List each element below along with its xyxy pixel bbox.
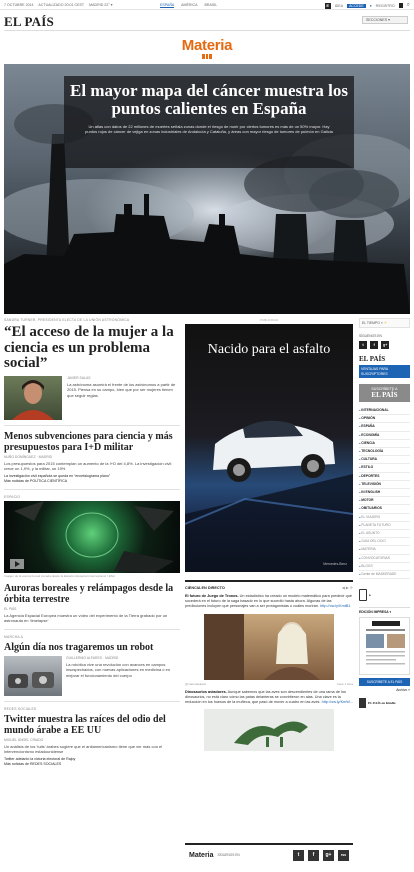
post1-title[interactable]: El futuro de Juego de Tronos. — [185, 594, 239, 598]
story5-body: Un análisis de los ‘tuits’ árabes sugiere que el antiamericanismo tiene que ver más con el intervencionismo estadounidense — [4, 743, 163, 755]
archive-link[interactable]: Archivo » — [396, 688, 410, 693]
weather-widget[interactable] — [359, 318, 410, 328]
kindle-icon — [359, 698, 366, 708]
section-link[interactable]: ● MOTOR — [359, 497, 410, 505]
section-link[interactable]: ● ESPAÑA — [359, 423, 410, 431]
date-info — [4, 3, 117, 7]
story5-headline[interactable]: Twitter muestra las raíces del odio del mundo árabe a EE UU — [4, 713, 166, 736]
post1-meta — [185, 682, 353, 686]
post1-time: hace 1 hora — [337, 681, 353, 686]
story4-body: La robótica vive una revolución con avances en campos insospechados, con nuevas aplicaciones en medicina o en mejorar el funcionamiento del cuerpo — [66, 661, 171, 679]
edition-spain[interactable]: ESPAÑA — [160, 3, 175, 7]
aurora-video[interactable] — [4, 501, 180, 573]
aurora-graphic — [4, 501, 180, 573]
divider — [4, 629, 180, 630]
story4-media — [4, 656, 180, 696]
live-feed-header — [185, 585, 353, 590]
dinosaur-fossil-graphic — [204, 709, 334, 751]
story1-text — [67, 376, 180, 420]
top-bar — [0, 0, 414, 10]
lock-icon[interactable] — [399, 3, 403, 8]
post1-link[interactable]: http://ow.ly/KmtB1 — [320, 604, 351, 609]
story1-photo[interactable] — [4, 376, 62, 420]
sun-icon: ☀ — [383, 321, 387, 325]
kindle-promo[interactable] — [359, 698, 410, 708]
section-link[interactable]: ● Gente de MASKERADE — [359, 571, 410, 579]
section-link[interactable]: ● OPINIÓN — [359, 415, 410, 423]
story3-body: La Agencia Espacial Europea muestra un vídeo del experimento de la Tierra grabado por un astronauta en ‘timelapse’ — [4, 612, 168, 624]
section-link[interactable]: ● ESTILO — [359, 464, 410, 472]
live-science-feed — [185, 580, 353, 751]
facebook-icon[interactable]: f — [308, 850, 319, 861]
print-edition-cover[interactable] — [359, 617, 410, 675]
story2-headline[interactable]: Menos subvenciones para ciencia y más presupuestos para I+D militar — [4, 430, 173, 453]
ad-brand: Mercedes-Benz — [323, 562, 347, 566]
post2-photo[interactable] — [204, 709, 334, 751]
car-graphic — [185, 324, 353, 572]
feed-controls-icon[interactable]: ◀ ▶ ⟳ — [341, 586, 353, 590]
google-plus-icon[interactable]: g+ — [383, 343, 388, 347]
section-link[interactable]: ● CIENCIA — [359, 440, 410, 448]
edition-america[interactable]: AMÉRICA — [181, 3, 198, 7]
story4-text — [66, 656, 180, 696]
story5-author[interactable]: MIGUEL ÁNGEL CRIADO — [4, 737, 44, 742]
date: 7 OCTUBRE 2014 — [4, 3, 34, 7]
story5-related — [4, 757, 180, 767]
idea-label[interactable]: IDEA — [334, 3, 344, 8]
search-icon[interactable]: ⌕ — [406, 2, 410, 8]
subscriber-benefits-banner[interactable]: VENTAJAS PARA SUSCRIPTORES — [359, 365, 410, 378]
hero-headline[interactable]: El mayor mapa del cáncer muestra los puntos calientes en España — [70, 81, 348, 118]
materia-follow-bar — [185, 843, 353, 865]
subscribe-banner[interactable] — [359, 384, 410, 402]
edition-brasil[interactable]: BRASIL — [204, 3, 218, 7]
section-link[interactable]: ● TECNOLOGÍA — [359, 448, 410, 456]
rail-el-pais-logo[interactable]: EL PAÍS — [359, 355, 386, 363]
edition-switcher — [160, 3, 223, 7]
subscribe-big-label: EL PAÍS — [371, 391, 398, 399]
updated-time: ACTUALIZADO 20:01 CEST — [38, 3, 85, 7]
hero-summary: Un atlas con datos de 22 millones de muertes señala zonas donde el riesgo de morir por ciertos tumores es más de un 50% mayor. Hay puntos rojos de cáncer de vejiga en zonas industriales de Andalucía y Cataluña, y áreas con mayor riesgo de tumores de pulmón en Galicia — [85, 124, 333, 135]
ad-label: PUBLICIDAD — [259, 318, 278, 322]
section-link[interactable]: ● PLANETA FUTURO — [359, 522, 410, 530]
twitter-icon[interactable]: t — [359, 341, 367, 349]
live-post-1 — [185, 594, 353, 610]
idea-icon[interactable]: E — [326, 2, 330, 8]
section-link[interactable]: ● INTERNACIONAL — [359, 407, 410, 415]
thrones-photo-graphic — [204, 614, 334, 680]
related-link[interactable]: La investigación civil española se queda en “encefalograma plano” — [4, 473, 111, 478]
register-link[interactable]: REGISTRO — [375, 3, 395, 8]
subscribe-small-label: SUSCRÍBETE A — [371, 387, 398, 391]
section-link[interactable]: ● OBITUARIOS — [359, 505, 410, 513]
materia-footer-logo[interactable]: Materia — [189, 851, 214, 859]
live-post-2 — [185, 690, 353, 706]
newspaper-cover-graphic — [360, 618, 410, 675]
ad-headline: Nacido para el asfalto — [207, 342, 331, 357]
sections-button[interactable]: SECCIONES ▾ — [362, 16, 408, 24]
robot-graphic — [4, 656, 62, 696]
weather-link[interactable]: MADRID 22° ▾ — [89, 3, 113, 7]
section-link[interactable]: ● ECONOMÍA — [359, 432, 410, 440]
twitter-icon[interactable]: t — [293, 850, 304, 861]
header-divider — [4, 30, 410, 31]
section-link[interactable]: ● MATERIA — [359, 546, 410, 554]
section-link[interactable]: ● TELEVISIÓN — [359, 481, 410, 489]
section-link[interactable]: ● GUÍA DEL OCIO — [359, 538, 410, 546]
rss-icon[interactable]: rss — [338, 850, 349, 861]
story2-body: Los presupuestos para 2015 contemplan un aumento de la I+D del 4,8%. La investigación civil crece un 1,9%, y la militar, un 19% — [4, 460, 172, 472]
story4-photo[interactable] — [4, 656, 62, 696]
facebook-icon[interactable]: f — [370, 341, 378, 349]
google-plus-icon[interactable]: g+ — [323, 850, 334, 861]
user-icon[interactable]: ● — [369, 3, 372, 8]
divider — [4, 425, 180, 426]
weather-label: EL TIEMPO » — [362, 321, 383, 325]
story4-headline[interactable]: Algún día nos tragaremos un robot — [4, 641, 154, 653]
story1-body: La astrónoma asumirá el frente de los astrónomos a partir de 2015. Piensa en su campo, bien que por ser mujeres tienen que seguir reglas. — [67, 381, 176, 398]
right-rail — [359, 318, 410, 708]
story4-author[interactable]: GUILLERMO ALFARES · MADRID — [66, 655, 119, 660]
post1-source[interactable]: @materiaelpais — [185, 681, 206, 686]
materia-mark-icon — [202, 54, 212, 59]
story1-kicker: SANDRA TURNER, PRESIDENTA ELECTA DE LA UNIÓN ASTRONÓMICA — [4, 318, 130, 322]
story5-kicker: REDES SOCIALES — [4, 706, 37, 711]
section-link[interactable]: ● IN ENGLISH — [359, 489, 410, 497]
post2-title[interactable]: Dinosaurios aviadores. — [185, 689, 227, 694]
story1-author[interactable]: JAVIER SALAS — [67, 375, 91, 380]
post2-link[interactable]: http://ow.ly/KmW... — [321, 700, 353, 705]
app-promo[interactable] — [359, 589, 410, 601]
hero-image[interactable] — [4, 64, 410, 314]
follow-label: SÍGUENOS EN — [217, 853, 240, 857]
section-link[interactable]: ● CULTURA — [359, 456, 410, 464]
related-link[interactable]: Más noticias de REDES SOCIALES — [4, 762, 62, 767]
story1-headline[interactable]: “El acceso de la mujer a la ciencia es un problema social” — [4, 324, 174, 371]
section-link[interactable]: ● CONVOCATORIAS — [359, 555, 410, 563]
post2-body: Aunque sabemos que las aves son descendientes de una rama de los dinosaurios, no está claro cómo las patas delanteras se convirtieron en alas. Una clave es la reducción en los huesos de la muñeca, que pasó de mover a cuatro en las aves. — [185, 689, 346, 705]
section-link[interactable]: ● EL VIAJERO — [359, 514, 410, 522]
live-feed-title[interactable]: CIENCIA EN DIRECTO — [185, 585, 225, 590]
section-link[interactable]: ● EL ASUNTO — [359, 530, 410, 538]
footer-social-icons — [293, 850, 349, 861]
phone-icon — [359, 589, 367, 601]
mercedes-ad[interactable] — [185, 324, 353, 572]
related-link[interactable]: Más noticias de POLÍTICA CIENTÍFICA — [4, 478, 68, 483]
login-link[interactable]: ACCEDE — [349, 3, 364, 8]
divider — [4, 489, 180, 490]
divider — [4, 701, 180, 702]
story3-author[interactable]: EL PAÍS — [4, 606, 17, 611]
story3-headline[interactable]: Auroras boreales y relámpagos desde la órbita terrestre — [4, 582, 174, 605]
story2-related — [4, 474, 180, 484]
section-link[interactable]: ● DEPORTES — [359, 473, 410, 481]
main-news-column — [4, 318, 180, 767]
middle-column — [185, 318, 353, 751]
post1-body: Un estadístico ha creado un modelo matemático para predecir qué sucederá en el futuro de la saga basado en lo que sucedió hasta ahora. Algunas de las predicciones incluyen qué personajes van a ser protagonistas o cuáles morirán. — [185, 594, 352, 609]
rail-follow-label: SÍGUENOS EN — [359, 334, 382, 338]
subscribe-button[interactable]: SUSCRÍBETE A EL PAÍS — [359, 678, 410, 686]
story3-caption: Imagen de la aurora boreal tomada desde la Estación Espacial Internacional. / ESA — [4, 573, 115, 578]
portrait-graphic — [4, 376, 62, 420]
print-edition-label[interactable]: EDICIÓN IMPRESA ▾ — [359, 607, 410, 614]
rail-social — [359, 341, 410, 349]
el-pais-logo[interactable]: EL PAÍS — [4, 14, 54, 29]
sections-list — [359, 407, 410, 579]
kindle-label: EL PAÍS en Kindle — [368, 701, 396, 706]
app-promo-label: ▶ — [369, 593, 372, 598]
story4-kicker: MARCHA A — [4, 634, 24, 639]
post1-photo[interactable] — [204, 614, 334, 680]
related-link[interactable]: Twitter adelantó la victoria electoral de Rajoy — [4, 757, 76, 762]
user-actions — [325, 2, 410, 9]
hero-caption-box — [64, 76, 354, 168]
story1-media — [4, 376, 180, 420]
story2-author[interactable]: NUÑO DOMÍNGUEZ · MADRID — [4, 454, 53, 459]
section-link[interactable]: ● BLOGS — [359, 563, 410, 571]
story3-kicker: ESPACIO — [4, 494, 21, 499]
materia-logo[interactable]: Materia — [181, 37, 233, 54]
